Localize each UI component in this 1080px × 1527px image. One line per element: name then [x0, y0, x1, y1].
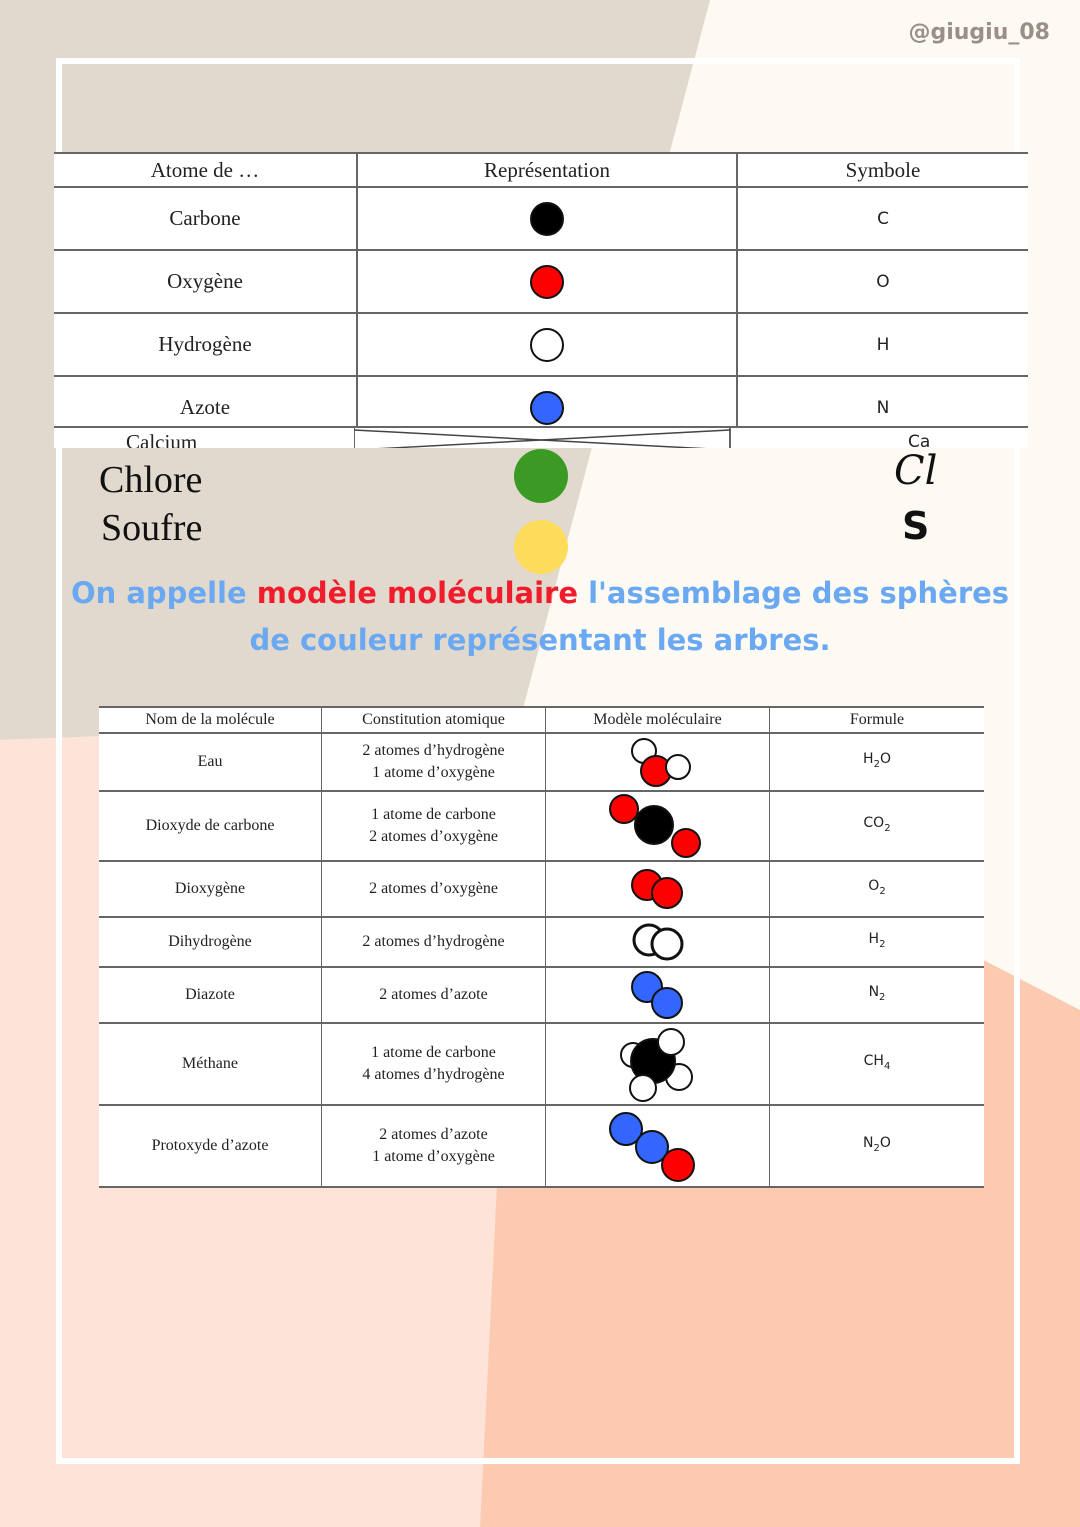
- composition-line: 1 atome d’oxygène: [372, 764, 495, 781]
- molecule-name: Dioxyde de carbone: [99, 791, 322, 861]
- hydrogen-sphere-icon: [530, 328, 564, 362]
- molecules-table: [99, 706, 984, 1188]
- composition-line: 2 atomes d’oxygène: [369, 828, 498, 845]
- calcium-row-cropped: [54, 426, 1028, 448]
- atom-name: Hydrogène: [54, 313, 357, 376]
- formula: O: [868, 878, 880, 895]
- sulfur-label: Soufre: [101, 507, 203, 549]
- atom-symbol: C: [737, 187, 1028, 250]
- table-row: [54, 187, 1028, 250]
- atom-symbol: H: [737, 313, 1028, 376]
- formula: CO: [863, 815, 885, 832]
- atom-symbol: Ca: [908, 432, 931, 448]
- methane-model-icon: [613, 1025, 703, 1103]
- table-row: Dihydrogène 2 atomes d’hydrogène $H_2$: [99, 917, 984, 967]
- header-composition: Constitution atomique: [322, 707, 546, 733]
- atom-symbol: N: [737, 376, 1028, 439]
- composition-line: 2 atomes d’hydrogène: [362, 933, 505, 950]
- composition-line: 1 atome d’oxygène: [372, 1148, 495, 1165]
- chlorine-symbol: Cl: [894, 448, 938, 494]
- header-atom: Atome de …: [54, 153, 357, 187]
- table-row: [54, 313, 1028, 376]
- oxygen-sphere-icon: [530, 265, 564, 299]
- molecule-name: Méthane: [99, 1023, 322, 1105]
- composition-line: 2 atomes d’azote: [379, 986, 488, 1003]
- table-row: Méthane 1 atome de carbone 4 atomes d’hydrogène $CH_4$: [99, 1023, 984, 1105]
- atoms-table: [54, 152, 1028, 440]
- nitrous-oxide-model-icon: [608, 1107, 708, 1185]
- atom-symbol: O: [737, 250, 1028, 313]
- sulfur-sphere-icon: [514, 520, 568, 574]
- carbon-sphere-icon: [530, 202, 564, 236]
- atom-name: Carbone: [54, 187, 357, 250]
- cross-lines: [354, 428, 732, 448]
- atom-name: Calcium: [126, 430, 198, 448]
- molecule-name: Protoxyde d’azote: [99, 1105, 322, 1187]
- formula: N: [863, 1135, 874, 1152]
- chlorine-label: Chlore: [99, 459, 203, 501]
- molecule-name: Diazote: [99, 967, 322, 1023]
- water-model-icon: [618, 735, 698, 789]
- header-symbol: Symbole: [737, 153, 1028, 187]
- table-row: Dioxyde de carbone 1 atome de carbone 2 atomes d’oxygène $CO_2$: [99, 791, 984, 861]
- table-row: Diazote 2 atomes d’azote $N_2$: [99, 967, 984, 1023]
- formula: N: [868, 984, 880, 1001]
- dihydrogen-model-icon: [623, 920, 693, 964]
- table-row: Dioxygène 2 atomes d’oxygène $O_2$: [99, 861, 984, 917]
- header-representation: Représentation: [357, 153, 737, 187]
- header-formula: Formule: [770, 707, 985, 733]
- dinitrogen-model-icon: [621, 969, 695, 1021]
- atom-name: Oxygène: [54, 250, 357, 313]
- definition-highlight: modèle moléculaire: [256, 576, 579, 610]
- composition-line: 1 atome de carbone: [371, 806, 496, 823]
- author-handle: @giugiu_08: [908, 20, 1050, 45]
- composition-line: 2 atomes d’hydrogène: [362, 742, 505, 759]
- molecule-name: Eau: [99, 733, 322, 791]
- carbon-dioxide-model-icon: [608, 793, 708, 859]
- nitrogen-sphere-icon: [530, 391, 564, 425]
- table-row: [54, 250, 1028, 313]
- header-model: Modèle moléculaire: [546, 707, 770, 733]
- composition-line: 2 atomes d’oxygène: [369, 880, 498, 897]
- formula: H: [868, 931, 880, 948]
- sulfur-symbol: S: [902, 504, 930, 548]
- definition-text: On appelle modèle moléculaire l'assemblage des sphères de couleur représentant les arbres.: [70, 576, 1010, 657]
- table-row: Eau 2 atomes d’hydrogène 1 atome d’oxygène $H_2O$: [99, 733, 984, 791]
- header-molecule-name: Nom de la molécule: [99, 707, 322, 733]
- atom-name: Azote: [54, 376, 357, 439]
- molecule-name: Dioxygène: [99, 861, 322, 917]
- composition-line: 2 atomes d’azote: [379, 1126, 488, 1143]
- dioxygen-model-icon: [623, 865, 693, 913]
- composition-line: 1 atome de carbone: [371, 1044, 496, 1061]
- composition-line: 4 atomes d’hydrogène: [362, 1066, 505, 1083]
- formula: CH: [863, 1053, 884, 1070]
- molecule-name: Dihydrogène: [99, 917, 322, 967]
- table-row: Protoxyde d’azote 2 atomes d’azote 1 atome d’oxygène $N_2O$: [99, 1105, 984, 1187]
- chlorine-sphere-icon: [514, 449, 568, 503]
- formula: H: [863, 751, 874, 768]
